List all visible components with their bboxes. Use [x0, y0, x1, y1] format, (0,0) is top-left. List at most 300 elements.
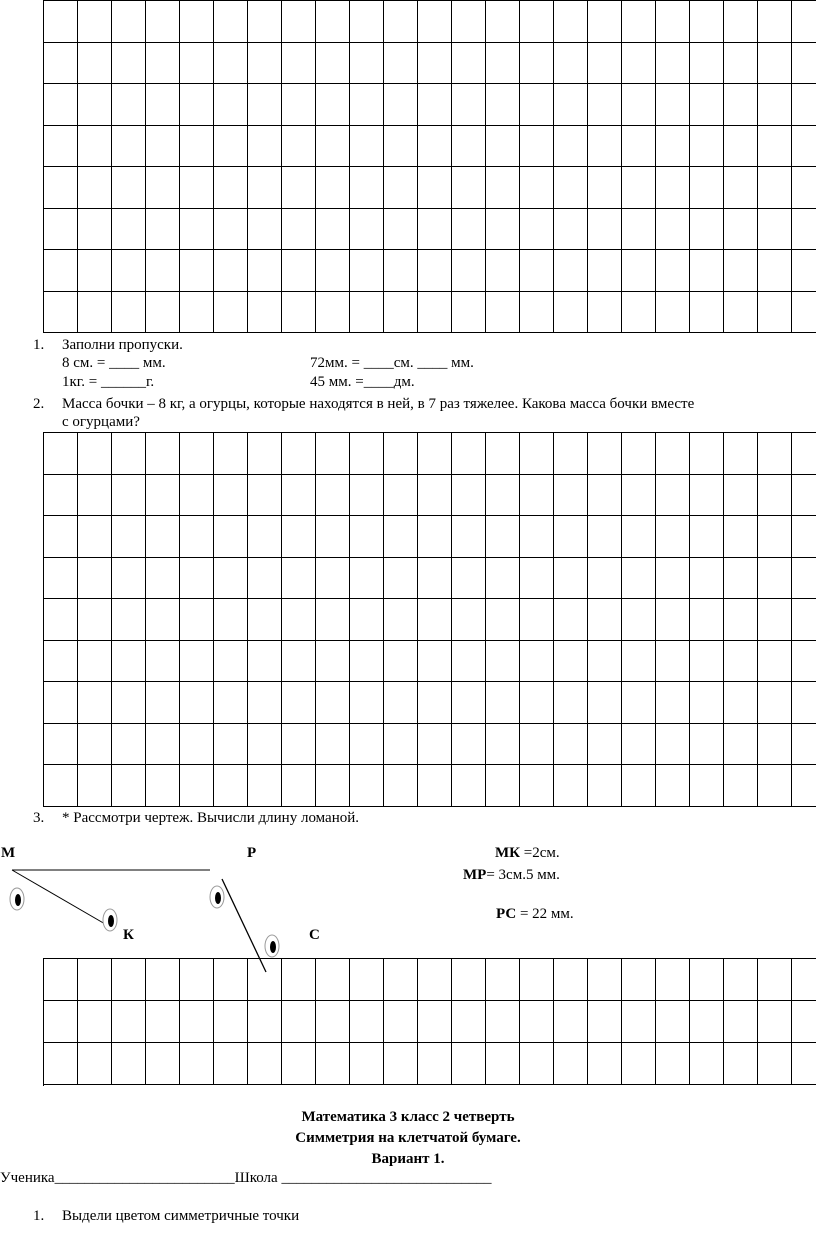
grid-cell	[724, 682, 758, 724]
grid-cell	[248, 1001, 282, 1043]
grid-cell	[622, 84, 656, 126]
grid-cell	[452, 167, 486, 209]
broken-line-figure	[0, 835, 816, 975]
grid-cell	[282, 43, 316, 85]
grid-cell	[520, 250, 554, 292]
grid-cell	[588, 84, 622, 126]
grid-cell	[486, 765, 520, 807]
grid-cell	[384, 167, 418, 209]
grid-cell	[44, 433, 78, 475]
grid-cell	[44, 599, 78, 641]
grid-cell	[384, 292, 418, 334]
grid-cell	[350, 959, 384, 1001]
grid-cell	[588, 126, 622, 168]
grid-cell	[622, 599, 656, 641]
grid-cell	[520, 84, 554, 126]
grid-cell	[214, 1001, 248, 1043]
grid-cell	[146, 1, 180, 43]
grid-cell	[724, 765, 758, 807]
grid-cell	[690, 724, 724, 766]
grid-cell	[78, 292, 112, 334]
grid-cell	[282, 433, 316, 475]
grid-cell	[214, 43, 248, 85]
grid-cell	[758, 209, 792, 251]
grid-cell	[180, 641, 214, 683]
grid-cell	[44, 1, 78, 43]
grid-cell	[520, 475, 554, 517]
grid-cell	[690, 959, 724, 1001]
grid-cell	[384, 126, 418, 168]
grid-cell	[180, 475, 214, 517]
grid-cell	[214, 250, 248, 292]
grid-cell	[146, 599, 180, 641]
grid-cell	[520, 126, 554, 168]
grid-cell	[758, 1001, 792, 1043]
grid-cell	[180, 167, 214, 209]
grid-cell	[214, 959, 248, 1001]
grid-cell	[792, 433, 816, 475]
grid-cell	[112, 765, 146, 807]
grid-cell	[792, 167, 816, 209]
grid-cell	[622, 516, 656, 558]
grid-cell	[350, 209, 384, 251]
grid-cell	[486, 250, 520, 292]
grid-cell	[622, 959, 656, 1001]
grid-cell	[792, 126, 816, 168]
grid-cell	[690, 167, 724, 209]
grid-cell	[588, 292, 622, 334]
grid-cell	[418, 84, 452, 126]
grid-cell	[282, 959, 316, 1001]
grid-cell	[384, 1043, 418, 1085]
grid-cell	[792, 292, 816, 334]
grid-cell	[724, 599, 758, 641]
grid-cell	[554, 765, 588, 807]
grid-cell	[384, 84, 418, 126]
grid-cell	[44, 641, 78, 683]
grid-cell	[452, 599, 486, 641]
grid-cell	[384, 43, 418, 85]
grid-cell	[282, 250, 316, 292]
grid-cell	[78, 43, 112, 85]
grid-cell	[724, 250, 758, 292]
grid-cell	[180, 558, 214, 600]
grid-cell	[248, 433, 282, 475]
grid-cell	[724, 641, 758, 683]
grid-cell	[248, 599, 282, 641]
grid-cell	[758, 724, 792, 766]
grid-cell	[112, 209, 146, 251]
grid-cell	[146, 959, 180, 1001]
grid-cell	[724, 516, 758, 558]
grid-cell	[214, 724, 248, 766]
grid-cell	[180, 292, 214, 334]
grid-cell	[384, 682, 418, 724]
grid-cell	[792, 1001, 816, 1043]
length-mp-value: = 3см.5 мм.	[486, 867, 560, 883]
grid-cell	[44, 209, 78, 251]
grid-cell	[724, 209, 758, 251]
grid-cell	[180, 682, 214, 724]
grid-cell	[316, 1043, 350, 1085]
grid-cell	[792, 558, 816, 600]
grid-cell	[384, 765, 418, 807]
length-mk-label: МК	[495, 845, 521, 861]
grid-cell	[520, 599, 554, 641]
grid-cell	[520, 724, 554, 766]
grid-cell	[418, 209, 452, 251]
grid-cell	[350, 43, 384, 85]
grid-cell	[452, 1001, 486, 1043]
grid-cell	[622, 1001, 656, 1043]
length-mp	[463, 866, 560, 884]
grid-cell	[554, 599, 588, 641]
grid-cell	[554, 43, 588, 85]
grid-cell	[78, 209, 112, 251]
grid-cell	[656, 516, 690, 558]
grid-cell	[44, 167, 78, 209]
grid-cell	[690, 84, 724, 126]
grid-cell	[554, 475, 588, 517]
grid-cell	[418, 167, 452, 209]
grid-cell	[78, 250, 112, 292]
grid-cell	[180, 250, 214, 292]
grid-cell	[78, 599, 112, 641]
grid-cell	[282, 84, 316, 126]
grid-cell	[588, 641, 622, 683]
grid-cell	[418, 682, 452, 724]
grid-cell	[724, 84, 758, 126]
grid-cell	[248, 516, 282, 558]
grid-cell	[78, 1043, 112, 1085]
grid-cell	[112, 682, 146, 724]
grid-cell	[282, 292, 316, 334]
grid-cell	[112, 959, 146, 1001]
grid-cell	[214, 1, 248, 43]
grid-cell	[282, 167, 316, 209]
grid-cell	[588, 765, 622, 807]
grid-cell	[146, 641, 180, 683]
task3-number: 3.	[33, 810, 45, 826]
grid-cell	[214, 433, 248, 475]
grid-cell	[690, 43, 724, 85]
grid-cell	[792, 641, 816, 683]
grid-cell	[180, 959, 214, 1001]
grid-cell	[282, 682, 316, 724]
grid-cell	[350, 765, 384, 807]
grid-cell	[146, 126, 180, 168]
grid-cell	[758, 765, 792, 807]
grid-cell	[656, 682, 690, 724]
length-pc-value: = 22 мм.	[516, 906, 574, 922]
grid-cell	[690, 765, 724, 807]
grid-cell	[180, 1, 214, 43]
grid-cell	[758, 475, 792, 517]
grid-cell	[180, 43, 214, 85]
grid-cell	[316, 292, 350, 334]
grid-cell	[690, 1, 724, 43]
grid-cell	[656, 167, 690, 209]
grid-cell	[350, 84, 384, 126]
grid-cell	[452, 516, 486, 558]
grid-cell	[146, 765, 180, 807]
grid-cell	[146, 1001, 180, 1043]
grid-cell	[44, 724, 78, 766]
point-marker-p	[210, 886, 224, 908]
grid-cell	[452, 84, 486, 126]
grid-cell	[520, 959, 554, 1001]
grid-cell	[418, 1, 452, 43]
grid-cell	[78, 1, 112, 43]
grid-cell	[350, 724, 384, 766]
grid-cell	[112, 433, 146, 475]
grid-cell	[180, 724, 214, 766]
grid-cell	[656, 765, 690, 807]
grid-cell	[452, 724, 486, 766]
grid-cell	[588, 558, 622, 600]
grid-cell	[690, 516, 724, 558]
task1-exercise-2: 72мм. = ____см. ____ мм.	[310, 355, 474, 371]
grid-cell	[452, 433, 486, 475]
grid-cell	[44, 959, 78, 1001]
grid-cell	[588, 1001, 622, 1043]
grid-cell	[384, 475, 418, 517]
grid-cell	[282, 765, 316, 807]
grid-cell	[146, 516, 180, 558]
grid-cell	[520, 433, 554, 475]
grid-cell	[316, 250, 350, 292]
grid-cell	[588, 433, 622, 475]
grid-cell	[622, 250, 656, 292]
grid-cell	[792, 43, 816, 85]
grid-cell	[792, 1043, 816, 1085]
grid-cell	[554, 724, 588, 766]
grid-cell	[724, 433, 758, 475]
grid-cell	[248, 84, 282, 126]
grid-cell	[724, 558, 758, 600]
grid-cell	[214, 209, 248, 251]
point-marker-m	[10, 888, 24, 910]
grid-cell	[690, 126, 724, 168]
grid-cell	[78, 765, 112, 807]
grid-cell	[622, 1, 656, 43]
grid-cell	[520, 682, 554, 724]
grid-cell	[78, 724, 112, 766]
grid-cell	[112, 84, 146, 126]
grid-cell	[180, 433, 214, 475]
grid-cell	[44, 1001, 78, 1043]
grid-cell	[486, 599, 520, 641]
grid-cell	[656, 292, 690, 334]
grid-cell	[758, 558, 792, 600]
grid-cell	[758, 126, 792, 168]
grid-cell	[656, 599, 690, 641]
grid-cell	[452, 765, 486, 807]
grid-cell	[248, 292, 282, 334]
grid-cell	[350, 1, 384, 43]
worksheet-title: Математика 3 класс 2 четверть	[301, 1109, 515, 1125]
grid-cell	[452, 475, 486, 517]
grid-cell	[792, 959, 816, 1001]
grid-cell	[282, 599, 316, 641]
grid-cell	[622, 641, 656, 683]
grid-cell	[316, 433, 350, 475]
task2-text-line2: с огурцами?	[62, 414, 140, 430]
grid-cell	[656, 558, 690, 600]
grid-cell	[146, 433, 180, 475]
grid-cell	[112, 167, 146, 209]
grid-cell	[758, 516, 792, 558]
grid-cell	[418, 250, 452, 292]
grid-cell	[282, 641, 316, 683]
point-label-k: К	[123, 927, 134, 943]
grid-cell	[622, 682, 656, 724]
grid-cell	[724, 724, 758, 766]
grid-cell	[588, 1, 622, 43]
grid-cell	[622, 558, 656, 600]
grid-cell	[486, 167, 520, 209]
grid-cell	[656, 84, 690, 126]
grid-cell	[724, 292, 758, 334]
task4-text: Выдели цветом симметричные точки	[62, 1208, 300, 1224]
grid-cell	[486, 126, 520, 168]
grid-cell	[690, 433, 724, 475]
grid-cell	[656, 641, 690, 683]
point-label-p: Р	[247, 845, 257, 861]
grid-cell	[248, 126, 282, 168]
grid-cell	[724, 1001, 758, 1043]
grid-cell	[78, 84, 112, 126]
grid-cell	[418, 558, 452, 600]
grid-cell	[146, 43, 180, 85]
grid-cell	[554, 1, 588, 43]
task2-text-line1: Масса бочки – 8 кг, а огурцы, которые находятся в ней, в 7 раз тяжелее. Какова масса бочки вместе	[62, 396, 695, 412]
grid-cell	[214, 641, 248, 683]
grid-cell	[486, 433, 520, 475]
grid-cell	[316, 84, 350, 126]
grid-cell	[452, 558, 486, 600]
grid-cell	[282, 126, 316, 168]
grid-cell	[282, 724, 316, 766]
grid-cell	[724, 126, 758, 168]
grid-cell	[248, 1043, 282, 1085]
grid-cell	[418, 43, 452, 85]
grid-cell	[792, 516, 816, 558]
grid-cell	[44, 558, 78, 600]
grid-cell	[384, 1, 418, 43]
grid-cell	[486, 1, 520, 43]
grid-cell	[78, 682, 112, 724]
grid-cell	[78, 433, 112, 475]
grid-cell	[656, 126, 690, 168]
grid-cell	[146, 209, 180, 251]
grid-cell	[78, 167, 112, 209]
grid-paper-bottom	[43, 958, 816, 1086]
grid-cell	[350, 475, 384, 517]
grid-cell	[792, 84, 816, 126]
grid-cell	[486, 43, 520, 85]
grid-cell	[554, 167, 588, 209]
grid-cell	[180, 209, 214, 251]
grid-cell	[180, 765, 214, 807]
grid-cell	[112, 43, 146, 85]
grid-cell	[690, 209, 724, 251]
grid-cell	[622, 167, 656, 209]
grid-cell	[316, 209, 350, 251]
grid-cell	[452, 1, 486, 43]
task3-text: * Рассмотри чертеж. Вычисли длину ломаной.	[62, 810, 360, 826]
grid-cell	[452, 250, 486, 292]
length-pc	[496, 905, 574, 923]
grid-cell	[656, 43, 690, 85]
grid-cell	[384, 599, 418, 641]
grid-cell	[452, 43, 486, 85]
grid-cell	[758, 682, 792, 724]
grid-cell	[112, 250, 146, 292]
grid-cell	[350, 1001, 384, 1043]
grid-cell	[316, 43, 350, 85]
grid-cell	[758, 250, 792, 292]
grid-cell	[656, 250, 690, 292]
grid-cell	[350, 558, 384, 600]
grid-cell	[588, 516, 622, 558]
grid-cell	[146, 558, 180, 600]
grid-cell	[282, 1043, 316, 1085]
grid-cell	[316, 126, 350, 168]
grid-cell	[214, 126, 248, 168]
grid-cell	[792, 250, 816, 292]
grid-cell	[384, 641, 418, 683]
grid-cell	[316, 599, 350, 641]
grid-cell	[180, 599, 214, 641]
grid-cell	[214, 167, 248, 209]
grid-cell	[248, 641, 282, 683]
grid-cell	[384, 516, 418, 558]
grid-cell	[418, 126, 452, 168]
grid-cell	[418, 765, 452, 807]
grid-cell	[622, 292, 656, 334]
grid-cell	[656, 1043, 690, 1085]
grid-cell	[180, 1001, 214, 1043]
grid-cell	[554, 641, 588, 683]
grid-cell	[418, 475, 452, 517]
grid-cell	[452, 682, 486, 724]
grid-cell	[418, 1043, 452, 1085]
grid-cell	[112, 641, 146, 683]
grid-cell	[690, 292, 724, 334]
grid-cell	[44, 765, 78, 807]
grid-cell	[146, 475, 180, 517]
grid-cell	[78, 959, 112, 1001]
grid-cell	[724, 167, 758, 209]
grid-cell	[350, 167, 384, 209]
grid-cell	[656, 1, 690, 43]
grid-cell	[350, 599, 384, 641]
grid-cell	[486, 558, 520, 600]
task1-number: 1.	[33, 337, 45, 353]
grid-cell	[316, 1001, 350, 1043]
grid-cell	[622, 126, 656, 168]
grid-cell	[588, 209, 622, 251]
grid-cell	[554, 292, 588, 334]
grid-cell	[180, 516, 214, 558]
grid-cell	[214, 516, 248, 558]
grid-cell	[724, 1043, 758, 1085]
grid-cell	[452, 126, 486, 168]
grid-cell	[486, 959, 520, 1001]
grid-cell	[588, 599, 622, 641]
grid-cell	[588, 250, 622, 292]
